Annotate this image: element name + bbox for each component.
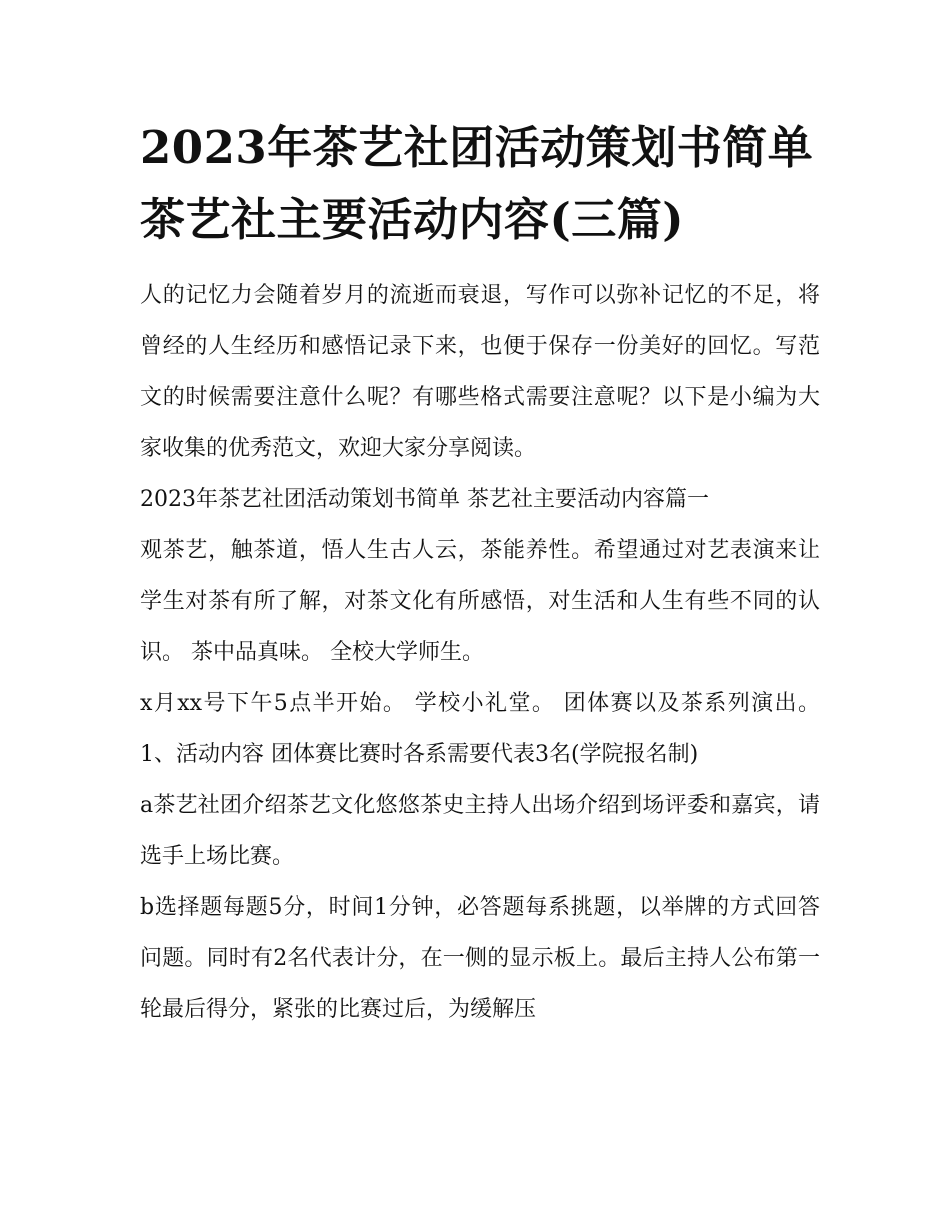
paragraph-item-a: a茶艺社团介绍茶艺文化悠悠茶史主持人出场介绍到场评委和嘉宾，请选手上场比赛。 [140,793,820,869]
document-page [140,112,820,1035]
paragraph-intro: 人的记忆力会随着岁月的流逝而衰退，写作可以弥补记忆的不足，将曾经的人生经历和感悟记录下来，也便于保存一份美好的回忆。写范文的时候需要注意什么呢？有哪些格式需要注意呢？以下是小编为大家收集的优秀范文，欢迎大家分享阅读。 [140,283,820,461]
paragraph-purpose: 观茶艺，触茶道，悟人生古人云，茶能养性。希望通过对艺表演来让学生对茶有所了解，对茶文化有所感悟，对生活和人生有些不同的认识。 茶中品真味。 全校大学师生。 [140,538,820,665]
paragraph-time-place: x月xx号下午5点半开始。 学校小礼堂。 团体赛以及茶系列演出。 1、活动内容 团体赛比赛时各系需要代表3名(学院报名制) [140,691,820,767]
document-title: 2023年茶艺社团活动策划书简单 茶艺社主要活动内容(三篇) [140,121,814,246]
paragraph-section-heading: 2023年茶艺社团活动策划书简单 茶艺社主要活动内容篇一 [140,487,709,512]
paragraph-item-b: b选择题每题5分，时间1分钟，必答题每系挑题，以举牌的方式回答问题。同时有2名代表计分，在一侧的显示板上。最后主持人公布第一轮最后得分，紧张的比赛过后，为缓解压 [140,895,820,1022]
